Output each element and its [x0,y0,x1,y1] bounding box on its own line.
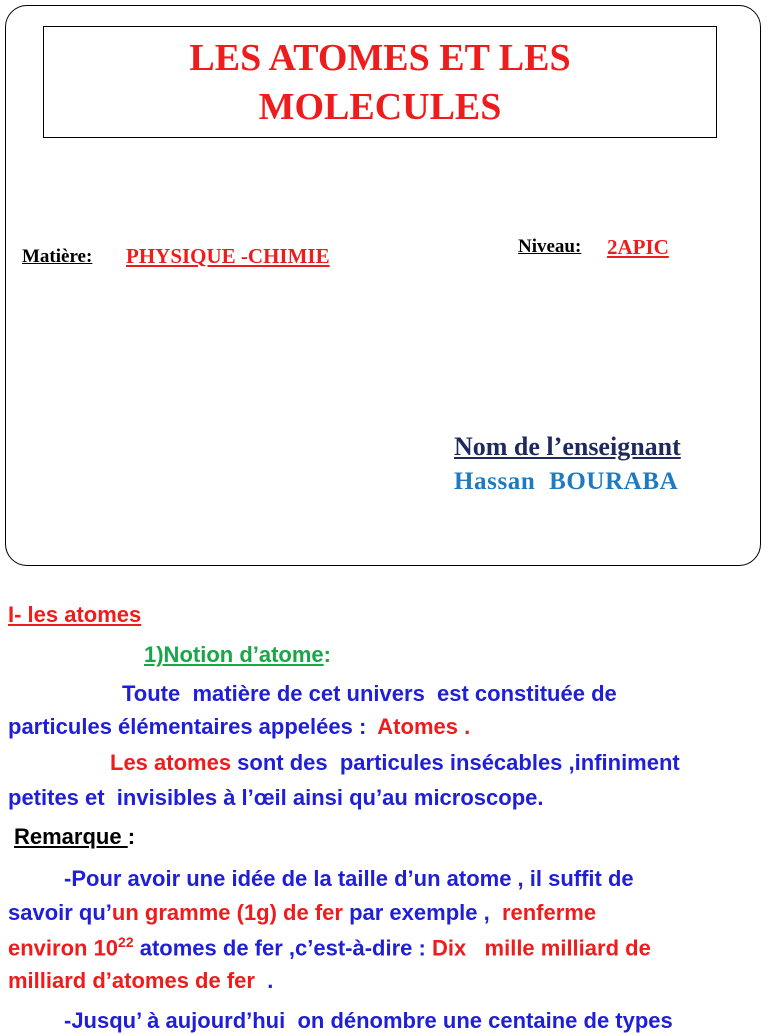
r1-line-2-a: savoir qu’ [8,900,112,925]
section-heading: I- les atomes [8,602,142,627]
r1-line-3-b: atomes de fer ,c’est-à-dire : [133,935,426,961]
p2-line-1 [110,750,680,776]
r1-line-4-b: . [254,968,274,993]
matiere-value: PHYSIQUE -CHIMIE [126,244,330,268]
title-line-2: MOLECULES [258,86,502,128]
p1-line-2 [8,714,470,740]
r1-line-4-a: milliard d’atomes de fer [8,968,255,993]
remark-colon: : [127,824,136,849]
r1-line-3-exp: 22 [118,934,134,950]
r1-line-4 [8,968,273,994]
teacher-label: Nom de l’enseignant [454,432,681,461]
r1-line-3 [8,934,651,961]
p1-line-1: Toute matière de cet univers est constituée de [122,681,617,706]
subheading-text: 1)Notion d’atome [144,642,324,667]
niveau-label: Niveau: [518,236,582,257]
r1-line-2-d: renferme [489,900,597,925]
r1-line-1: -Pour avoir une idée de la taille d’un atome , il suffit de [64,866,634,891]
r1-line-2-b: un gramme (1g) de fer [111,900,343,925]
subheading [144,642,331,668]
r2-line-1: -Jusqu’ à aujourd’hui on dénombre une centaine de types [64,1008,673,1033]
title-line-1: LES ATOMES ET LES [189,37,571,79]
remark-label: Remarque [14,824,128,849]
remark [14,824,135,850]
p1-line-2-a: particules élémentaires appelées : [8,714,367,739]
r1-line-2 [8,900,596,926]
matiere-label: Matière: [22,246,93,267]
p2-line-1-a: Les atomes [110,750,232,775]
r1-line-2-c: par exemple , [342,900,490,925]
r1-line-3-a: environ 10 [8,935,119,961]
p2-line-2: petites et invisibles à l’œil ainsi qu’au microscope. [8,785,544,810]
r1-line-3-c: Dix mille milliard de [425,935,651,961]
p1-line-2-b: Atomes . [377,714,471,739]
subheading-colon: : [323,642,331,667]
niveau-value: 2APIC [607,235,669,259]
page-title [43,34,717,132]
teacher-name: Hassan BOURABA [454,468,679,495]
p2-line-1-b: sont des particules insécables ,infiniment [231,750,680,775]
